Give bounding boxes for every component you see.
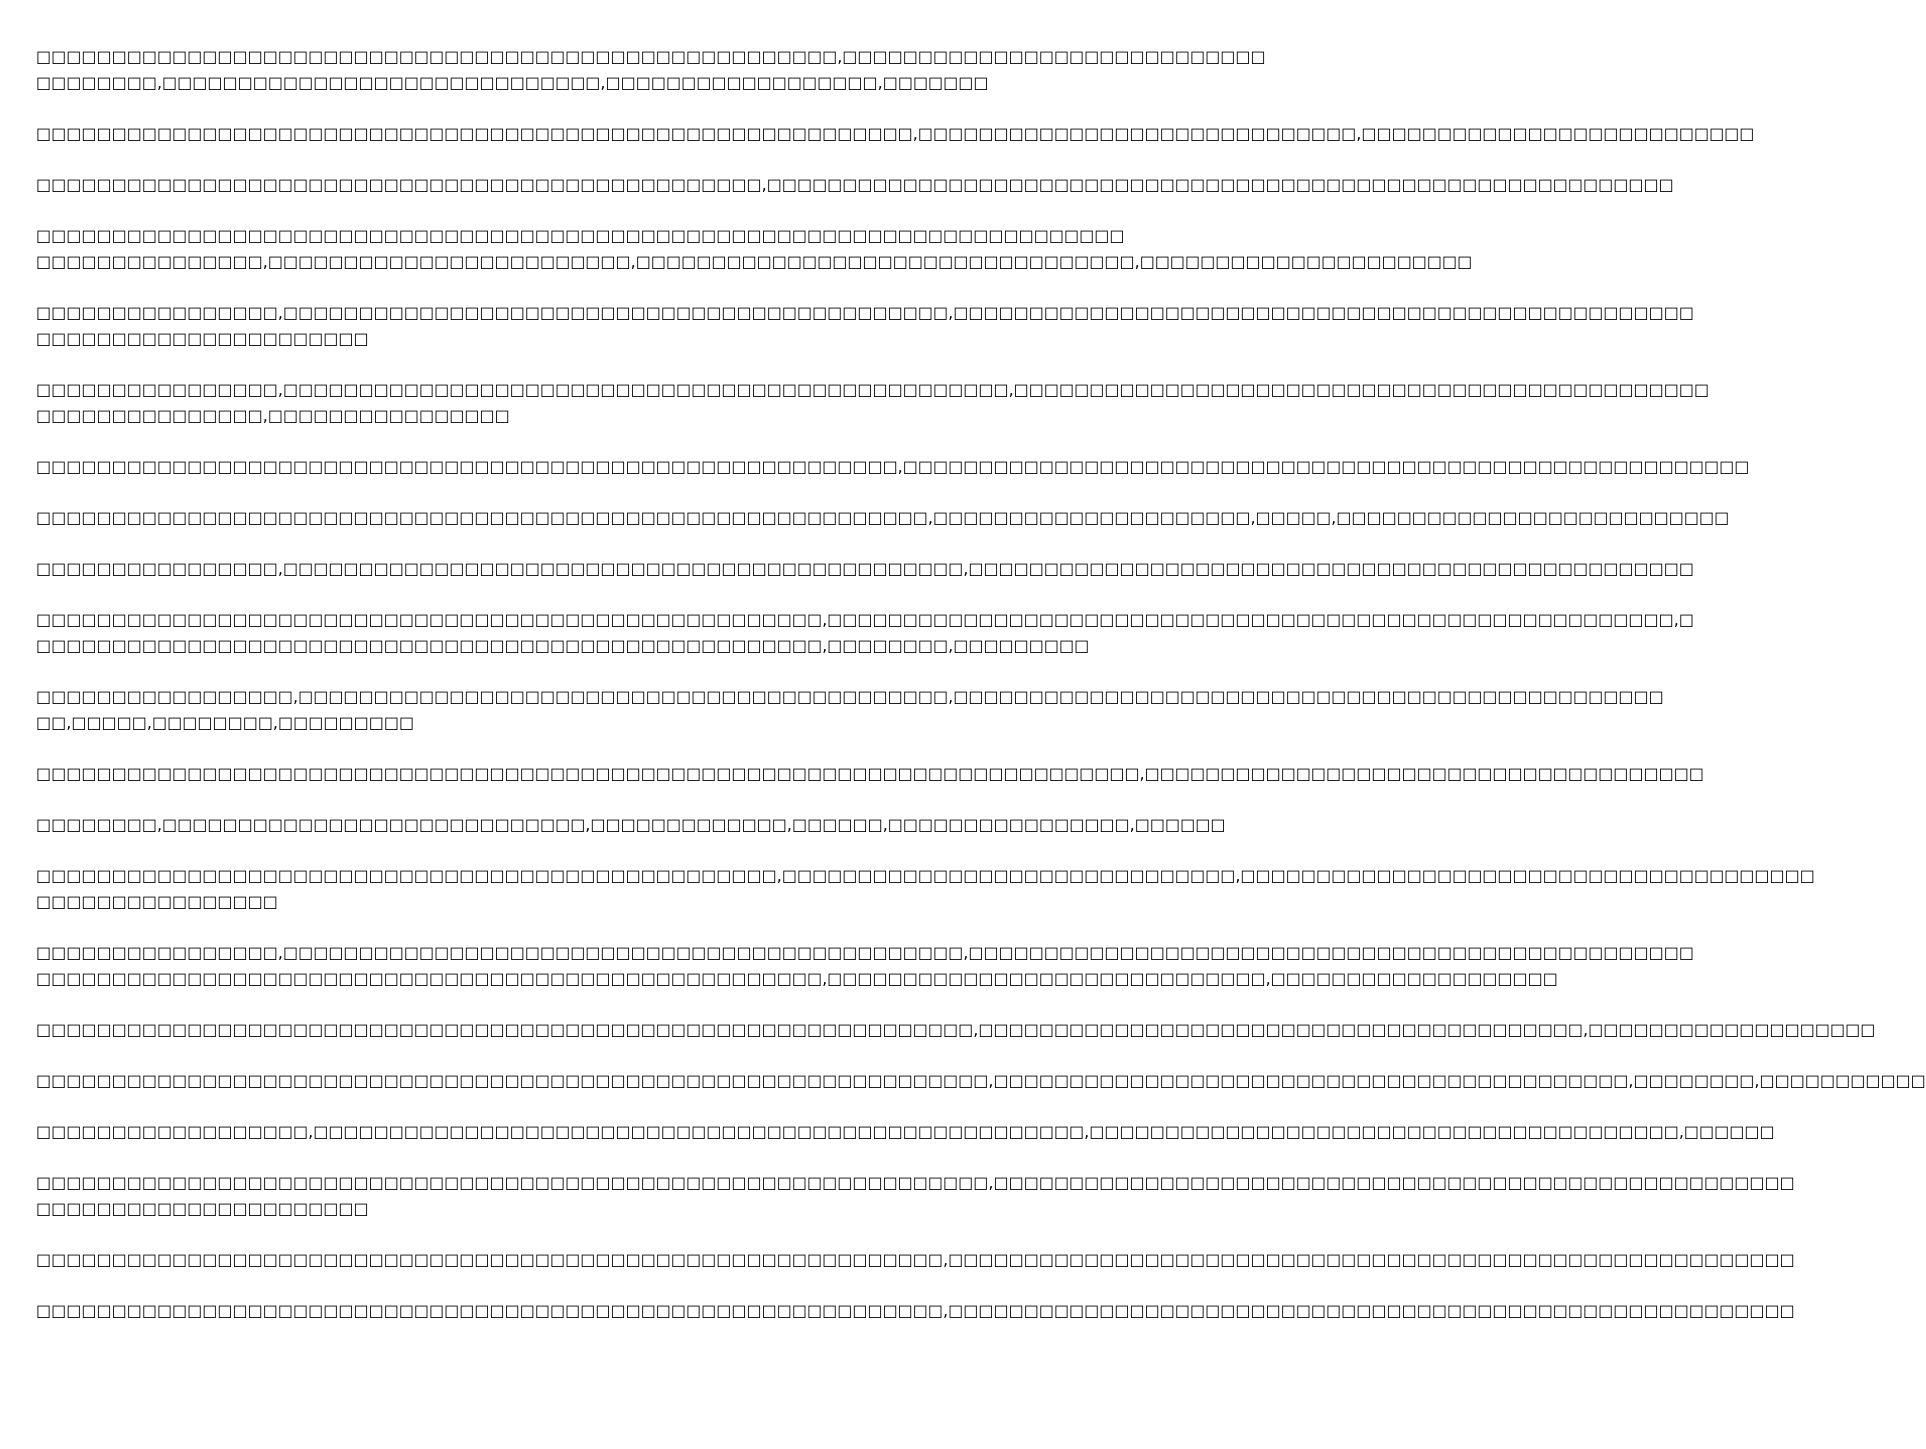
paragraph: [36, 1170, 1795, 1222]
text-line: □□□□□□□□□□□□□□□□□□□□□□□□□□□□□□□□□□□□□□□□□□□□□□□□□□□□,□□□□□□□□□□□□□□□□□□□□□□□□□□□□□,□□□□□□□□□□□□□□□□□□□: [36, 969, 1558, 988]
text-line: □□□□□□□□□□□□□□□□: [36, 892, 278, 911]
text-line: □□□□□□□□□□□□□□□□□□□□□□□□□□□□□□□□□□□□□□□□□□□□□□□□□□□□□□□□□□,□□□□□□□□□□□□□□□□□□□□□□□□□□□□□,□□□□□□□□□□□□□□□□□□□□□□□□□□: [36, 124, 1755, 143]
paragraph: [36, 172, 1674, 198]
text-line: □□□□□□□□□□□□□□□,□□□□□□□□□□□□□□□□: [36, 406, 510, 425]
paragraph: [36, 44, 1266, 96]
text-line: □□□□□□□□□□□□□□□□□□□□□□: [36, 1199, 369, 1218]
text-line: □□□□□□□□□□□□□□□□□□□□□□□□□□□□□□□□□□□□□□□□□□□□□□□□□□□□□□□□□□□□,□□□□□□□□□□□□□□□□□□□□□□□□□□□□□□□□□□□□□□□□□□□□□□□□□□□□□□□□: [36, 1250, 1795, 1269]
text-line: □□□□□□□□□□□□□□□,□□□□□□□□□□□□□□□□□□□□□□□□,□□□□□□□□□□□□□□□□□□□□□□□□□□□□□□□□□,□□□□□□□□□□□□□□□□□□□□□□: [36, 252, 1473, 271]
paragraph: [36, 454, 1750, 480]
paragraph: [36, 940, 1694, 992]
text-line: □□□□□□□□□□□□□□□□□□□□□□□□□□□□□□□□□□□□□□□□□□□□□□□□□,□□□□□□□□□□□□□□□□□□□□□□□□□□□□□□,□□□□□□□□□□□□□□□□□□□□□□□□□□□□□□□□□□□□□□: [36, 866, 1815, 885]
paragraph: [36, 556, 1694, 582]
document-body: [36, 44, 1926, 1424]
text-line: □□□□□□□□□□□□□□□□□□□□□□□□□□□□□□□□□□□□□□□□□□□□□□□□□□□□□□□□□□□□,□□□□□□□□□□□□□□□□□□□□□□□□□□□□□□□□□□□□□□□□□□□□□□□□□□□□□□□□: [36, 1301, 1795, 1320]
text-line: □□,□□□□□,□□□□□□□□,□□□□□□□□□: [36, 713, 415, 732]
text-line: □□□□□□□□□□□□□□□□□□□□□□□□□□□□□□□□□□□□□□□□□□□□□□□□□□□□□□□□□□□□□□□□□□□□□□□□: [36, 226, 1125, 245]
text-line: □□□□□□□□□□□□□□□□,□□□□□□□□□□□□□□□□□□□□□□□□□□□□□□□□□□□□□□□□□□□□□,□□□□□□□□□□□□□□□□□□□□□□□□□□□□□□□□□□□□□□□□□□□□□□□□: [36, 559, 1694, 578]
text-line: □□□□□□□□□□□□□□□□□□□□□□□□□□□□□□□□□□□□□□□□□□□□□□□□□□□□□□□□□,□□□□□□□□□□□□□□□□□□□□□□□□□□□□□□□□□□□□□□□□□□□□□□□□□□□□□□□□: [36, 457, 1750, 476]
paragraph: [36, 812, 1226, 838]
text-line: □□□□□□□□,□□□□□□□□□□□□□□□□□□□□□□□□□□□□□,□□□□□□□□□□□□□□□□□□,□□□□□□□: [36, 73, 989, 92]
text-line: □□□□□□□□□□□□□□□□,□□□□□□□□□□□□□□□□□□□□□□□□□□□□□□□□□□□□□□□□□□□□□,□□□□□□□□□□□□□□□□□□□□□□□□□□□□□□□□□□□□□□□□□□□□□□□□: [36, 943, 1694, 962]
paragraph: [36, 607, 1694, 659]
text-line: □□□□□□□□□□□□□□□□□□□□□□□□□□□□□□□□□□□□□□□□□□□□□□□□,□□□□□□□□□□□□□□□□□□□□□□□□□□□□□□□□□□□□□□□□□□□□□□□□□□□□□□□□□□□□: [36, 175, 1674, 194]
text-line: □□□□□□□□□□□□□□□□□□□□□□□□□□□□□□□□□□□□□□□□□□□□□□□□□□□□,□□□□□□□□□□□□□□□□□□□□□□□□□□□□□□□□□□□□□□□□□□□□□□□□□□□□□□□□,□: [36, 610, 1694, 629]
paragraph: [36, 1017, 1876, 1043]
paragraph: [36, 121, 1755, 147]
text-line: □□□□□□□□□□□□□□□□□□,□□□□□□□□□□□□□□□□□□□□□□□□□□□□□□□□□□□□□□□□□□□□□□□□□□□,□□□□□□□□□□□□□□□□□□□□□□□□□□□□□□□□□□□□□□□,□□□□□□: [36, 1122, 1775, 1141]
paragraph: [36, 223, 1473, 275]
text-line: □□□□□□□□,□□□□□□□□□□□□□□□□□□□□□□□□□□□□,□□□□□□□□□□□□□,□□□□□□,□□□□□□□□□□□□□□□□,□□□□□□: [36, 815, 1226, 834]
paragraph: [36, 377, 1710, 429]
text-line: □□□□□□□□□□□□□□□□□□□□□□□□□□□□□□□□□□□□□□□□□□□□□□□□□□□□,□□□□□□□□,□□□□□□□□□: [36, 636, 1090, 655]
paragraph: [36, 1298, 1795, 1324]
paragraph: [36, 863, 1815, 915]
text-line: □□□□□□□□□□□□□□□□□□□□□□□□□□□□□□□□□□□□□□□□□□□□□□□□□□□□□□□□□□□□□□,□□□□□□□□□□□□□□□□□□□□□□□□□□□□□□□□□□□□□□□□,□□□□□□□□□□□□□□□□□□□: [36, 1020, 1876, 1039]
paragraph: [36, 1119, 1775, 1145]
text-line: □□□□□□□□□□□□□□□□□□□□□□: [36, 329, 369, 348]
text-line: □□□□□□□□□□□□□□□□,□□□□□□□□□□□□□□□□□□□□□□□□□□□□□□□□□□□□□□□□□□□□□□□□,□□□□□□□□□□□□□□□□□□□□□□□□□□□□□□□□□□□□□□□□□□□□□□: [36, 380, 1710, 399]
paragraph: [36, 505, 1730, 531]
text-line: □□□□□□□□□□□□□□□□□□□□□□□□□□□□□□□□□□□□□□□□□□□□□□□□□□□□□□□□□□□,□□□□□□□□□□□□□□□□□□□□□,□□□□□,□□□□□□□□□□□□□□□□□□□□□□□□□□: [36, 508, 1730, 527]
text-line: □□□□□□□□□□□□□□□□□□□□□□□□□□□□□□□□□□□□□□□□□□□□□□□□□□□□□□□□□□□□□□□,□□□□□□□□□□□□□□□□□□□□□□□□□□□□□□□□□□□□□□□□□□,□□□□□□□□,□□□□□□□□□□□: [36, 1071, 1926, 1090]
paragraph: [36, 1247, 1795, 1273]
paragraph: [36, 761, 1704, 787]
text-line: □□□□□□□□□□□□□□□□□□□□□□□□□□□□□□□□□□□□□□□□□□□□□□□□□□□□□□□□□□□□□□□,□□□□□□□□□□□□□□□□□□□□□□□□□□□□□□□□□□□□□□□□□□□□□□□□□□□□□: [36, 1173, 1795, 1192]
text-line: □□□□□□□□□□□□□□□□□□□□□□□□□□□□□□□□□□□□□□□□□□□□□□□□□□□□□□□□□□□□□□□□□□□□□□□□□,□□□□□□□□□□□□□□□□□□□□□□□□□□□□□□□□□□□□□: [36, 764, 1704, 783]
paragraph: [36, 684, 1664, 736]
paragraph: [36, 1068, 1926, 1094]
text-line: □□□□□□□□□□□□□□□□,□□□□□□□□□□□□□□□□□□□□□□□□□□□□□□□□□□□□□□□□□□□□,□□□□□□□□□□□□□□□□□□□□□□□□□□□□□□□□□□□□□□□□□□□□□□□□□: [36, 303, 1694, 322]
text-line: □□□□□□□□□□□□□□□□□,□□□□□□□□□□□□□□□□□□□□□□□□□□□□□□□□□□□□□□□□□□□,□□□□□□□□□□□□□□□□□□□□□□□□□□□□□□□□□□□□□□□□□□□□□□□: [36, 687, 1664, 706]
text-line: □□□□□□□□□□□□□□□□□□□□□□□□□□□□□□□□□□□□□□□□□□□□□□□□□□□□□,□□□□□□□□□□□□□□□□□□□□□□□□□□□□: [36, 47, 1266, 66]
paragraph: [36, 300, 1694, 352]
